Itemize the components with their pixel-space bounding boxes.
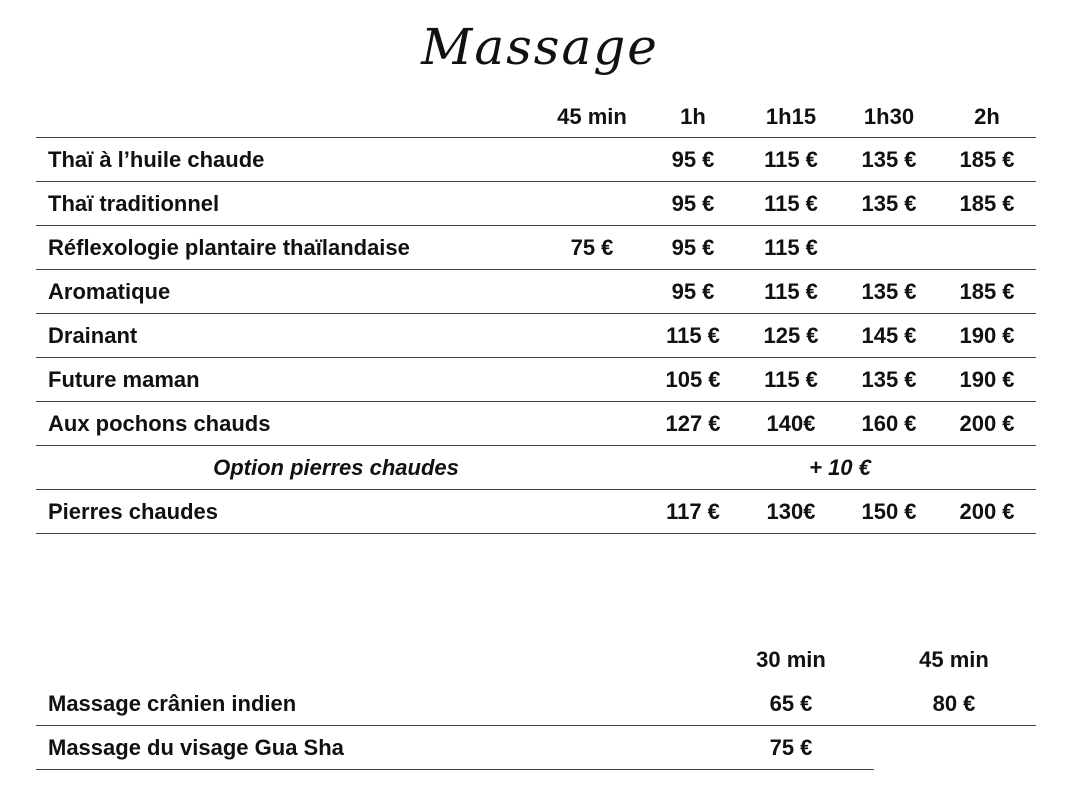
- option-row: [36, 446, 1036, 490]
- price-cell: 117 €: [666, 499, 720, 524]
- price-cell: [544, 402, 640, 446]
- divider: [36, 769, 874, 770]
- divider: [36, 533, 1036, 534]
- price-cell: 185 €: [959, 147, 1015, 172]
- price-cell: [544, 314, 640, 358]
- option-price: + 10 €: [809, 455, 871, 480]
- price-cell: [544, 270, 640, 314]
- price-cell: 115 €: [764, 147, 818, 172]
- massage-name: Massage du visage Gua Sha: [48, 735, 344, 760]
- table-row: [36, 270, 1036, 314]
- massage-name: Drainant: [48, 323, 138, 348]
- price-cell: 135 €: [861, 191, 917, 216]
- massage-name: Aromatique: [48, 279, 171, 304]
- price-cell: 75 €: [570, 235, 614, 260]
- price-cell: [544, 490, 640, 534]
- table-row: [36, 682, 1036, 726]
- price-cell: 135 €: [861, 367, 917, 392]
- massage-name: Pierres chaudes: [48, 499, 218, 524]
- price-cell: 80 €: [932, 691, 976, 716]
- price-cell: [544, 358, 640, 402]
- price-cell: 95 €: [671, 279, 715, 304]
- table-header-row: [36, 96, 1036, 138]
- price-cell: 105 €: [665, 367, 721, 392]
- table-row: [36, 138, 1036, 182]
- header-2h: 2h: [974, 104, 1000, 129]
- massage-name: Thaï traditionnel: [48, 191, 220, 216]
- table-row: [36, 358, 1036, 402]
- price-cell: 185 €: [959, 279, 1015, 304]
- head-massage-table: [36, 638, 1036, 770]
- price-cell: 130€: [766, 499, 816, 524]
- price-cell: 115 €: [764, 235, 818, 260]
- massage-name: Aux pochons chauds: [48, 411, 271, 436]
- page-title: Massage: [421, 18, 659, 76]
- header-45min: 45 min: [557, 104, 627, 129]
- price-cell: 75 €: [769, 735, 813, 760]
- price-cell: [874, 726, 1034, 770]
- header-1h: 1h: [680, 104, 706, 129]
- massage-name: Réflexologie plantaire thaïlandaise: [48, 235, 410, 260]
- price-cell: 115 €: [764, 279, 818, 304]
- price-cell: 140€: [766, 411, 816, 436]
- table-row: [36, 182, 1036, 226]
- table-header-row: [36, 638, 1036, 682]
- price-cell: 185 €: [959, 191, 1015, 216]
- price-cell: 200 €: [959, 411, 1015, 436]
- header-30min: 30 min: [756, 647, 826, 672]
- price-cell: 135 €: [861, 279, 917, 304]
- price-cell: [938, 226, 1036, 270]
- price-cell: 150 €: [861, 499, 917, 524]
- price-cell: 95 €: [671, 147, 715, 172]
- price-cell: 160 €: [861, 411, 917, 436]
- header-1h15: 1h15: [765, 104, 817, 129]
- table-row: [36, 226, 1036, 270]
- price-cell: 127 €: [665, 411, 721, 436]
- table-row: [36, 314, 1036, 358]
- option-label: Option pierres chaudes: [213, 455, 459, 480]
- price-cell: 125 €: [763, 323, 819, 348]
- price-cell: 115 €: [764, 367, 818, 392]
- price-cell: 200 €: [959, 499, 1015, 524]
- header-1h30: 1h30: [863, 104, 915, 129]
- header-45min: 45 min: [919, 647, 989, 672]
- massage-price-table: [36, 96, 1036, 534]
- price-cell: 65 €: [769, 691, 813, 716]
- massage-name: Thaï à l’huile chaude: [48, 147, 265, 172]
- price-cell: 115 €: [666, 323, 720, 348]
- table-row: [36, 402, 1036, 446]
- price-cell: 190 €: [959, 367, 1015, 392]
- price-cell: [544, 138, 640, 182]
- price-cell: 115 €: [764, 191, 818, 216]
- table-row: [36, 490, 1036, 534]
- massage-name: Future maman: [48, 367, 200, 392]
- price-cell: 145 €: [861, 323, 917, 348]
- table-row: [36, 726, 1036, 770]
- price-cell: [840, 226, 938, 270]
- price-cell: [544, 182, 640, 226]
- price-cell: 95 €: [671, 191, 715, 216]
- price-cell: 135 €: [861, 147, 917, 172]
- price-cell: 95 €: [671, 235, 715, 260]
- massage-name: Massage crânien indien: [48, 691, 297, 716]
- price-cell: 190 €: [959, 323, 1015, 348]
